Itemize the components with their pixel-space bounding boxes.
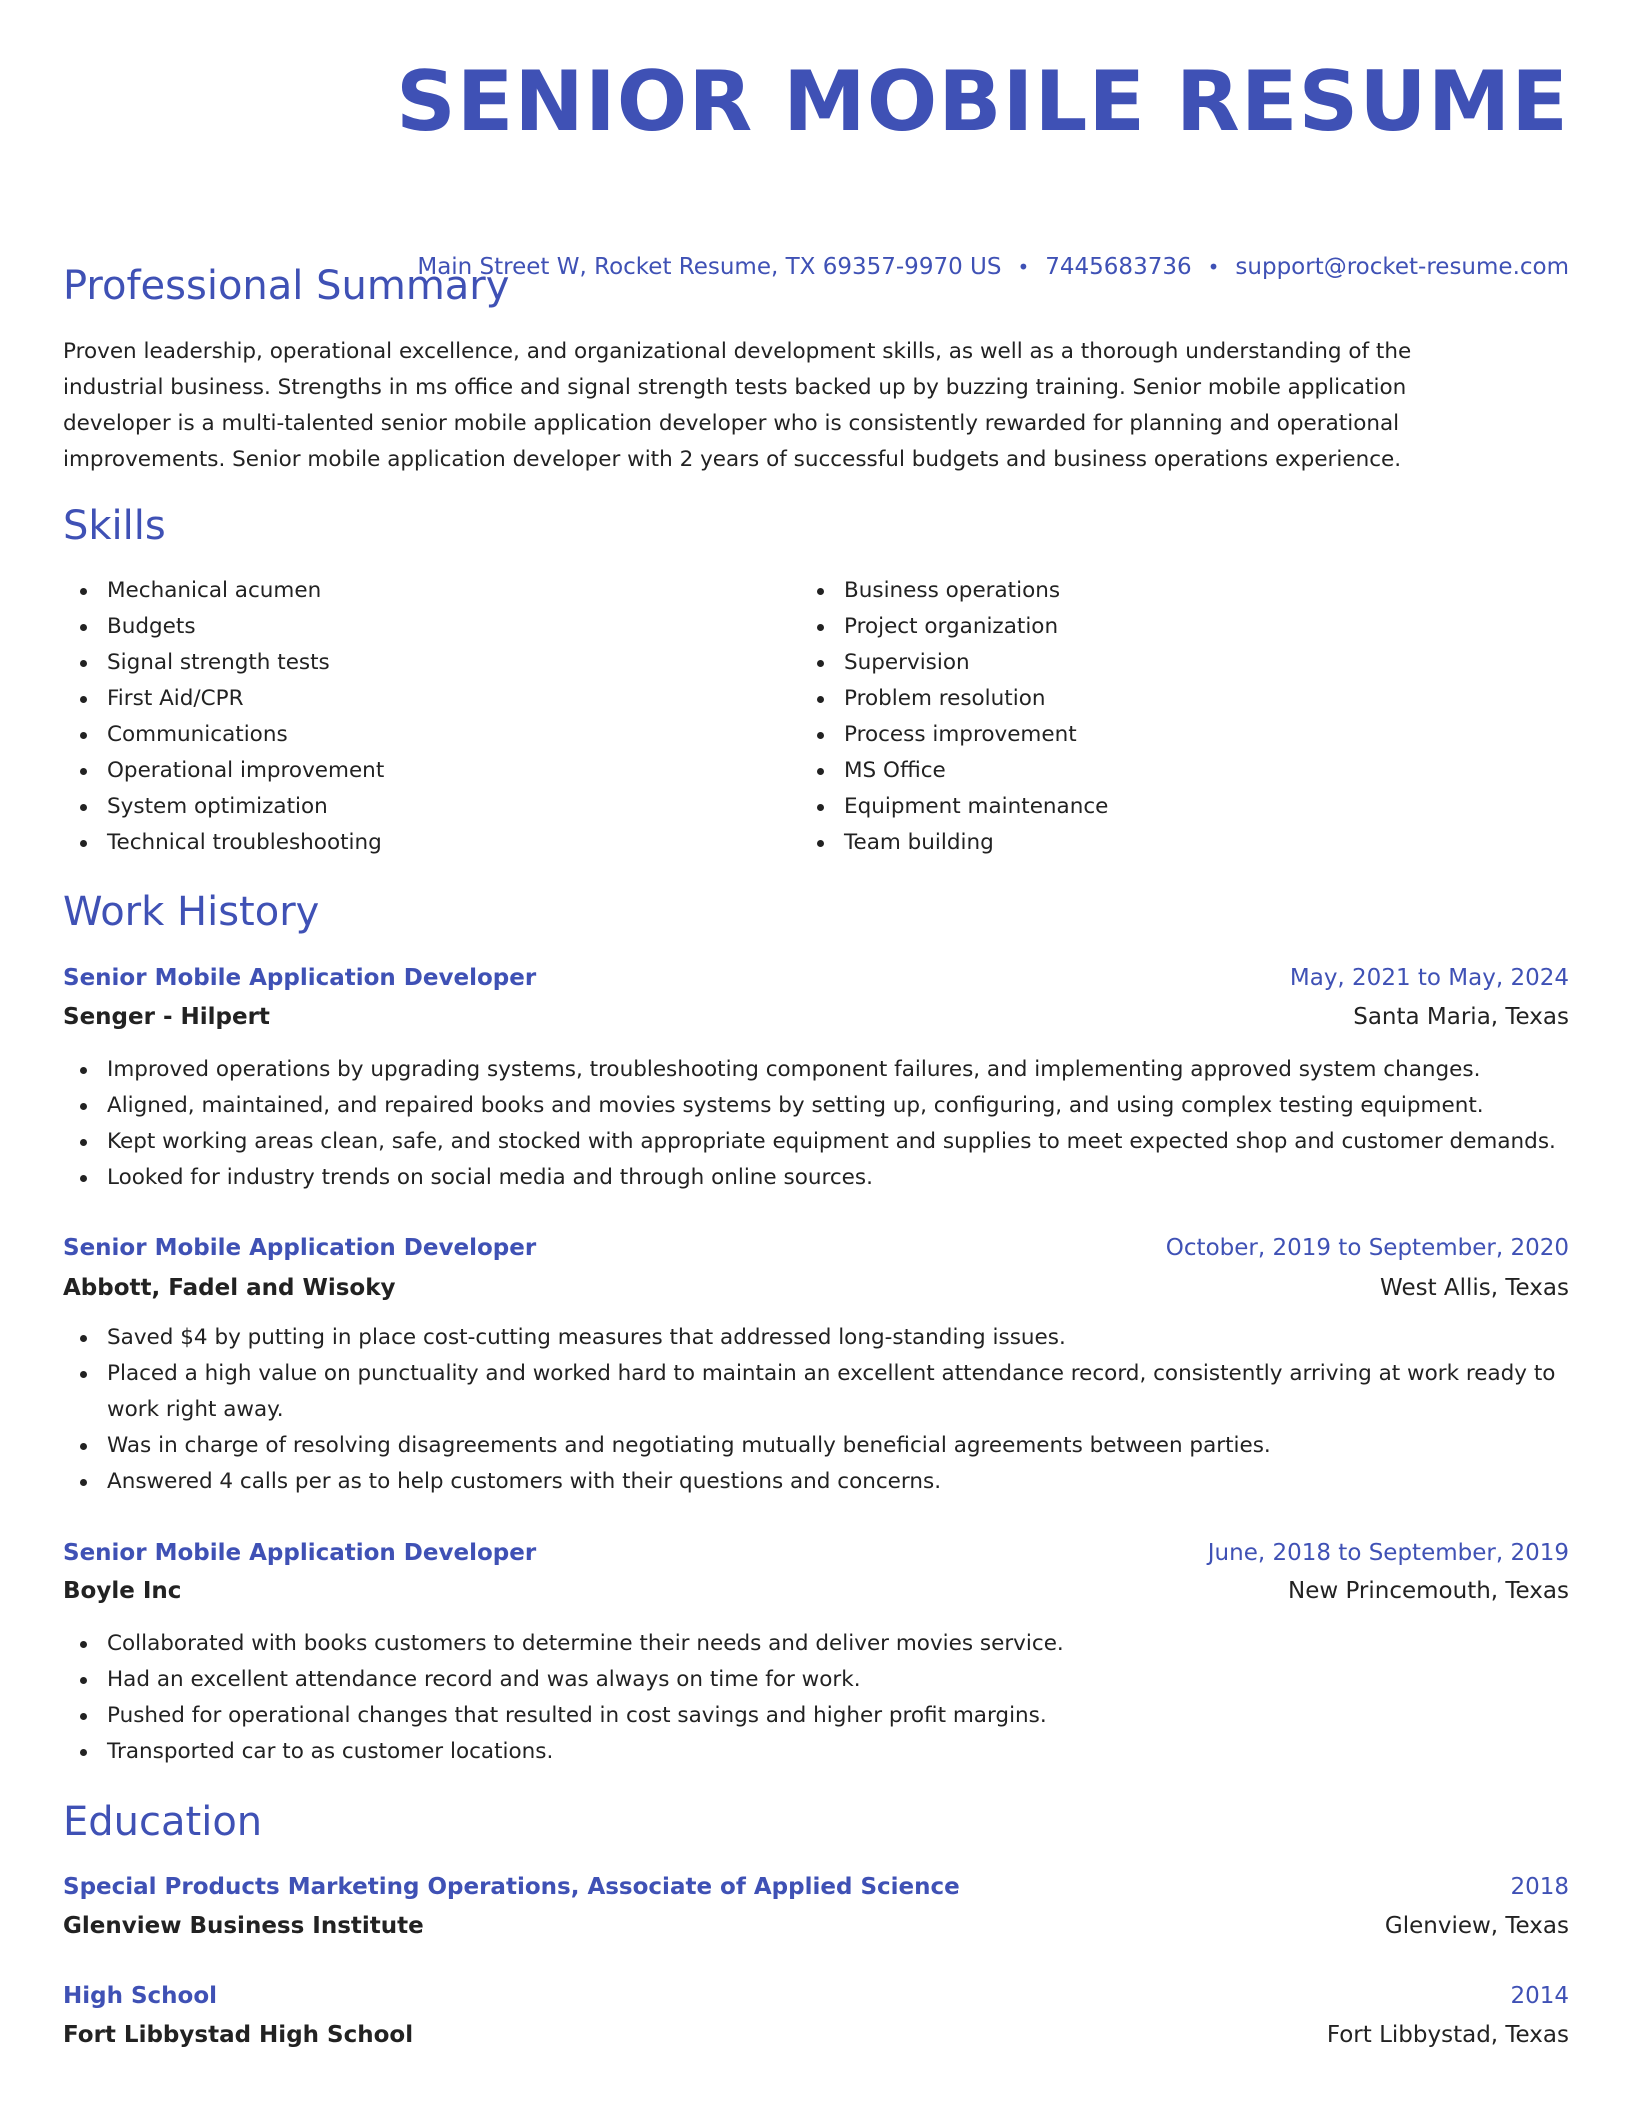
job-company-row: [63, 1002, 1569, 1032]
skills-heading: Skills: [63, 503, 166, 549]
separator-dot: •: [1207, 255, 1220, 279]
skill-item: Mechanical acumen: [63, 573, 800, 609]
job-dates: May, 2021 to May, 2024: [1289, 965, 1569, 991]
job-location: Santa Maria, Texas: [1353, 1004, 1569, 1030]
list-item: Aligned, maintained, and repaired books and movies systems by setting up, configuring, and using complex testing equipment.: [63, 1088, 1569, 1124]
job-dates: June, 2018 to September, 2019: [1207, 1540, 1569, 1566]
school-name: Glenview Business Institute: [63, 1913, 424, 1939]
education-heading: Education: [63, 1799, 263, 1845]
skill-item: Business operations: [800, 573, 1537, 609]
graduation-year: 2014: [1510, 1983, 1569, 2009]
list-item: Kept working areas clean, safe, and stocked with appropriate equipment and supplies to meet expected shop and customer demands.: [63, 1124, 1569, 1160]
list-item: Placed a high value on punctuality and worked hard to maintain an excellent attendance record, consistently arriving at work ready to work right away.: [63, 1356, 1569, 1428]
summary-heading: Professional Summary: [63, 263, 510, 309]
job-dates: October, 2019 to September, 2020: [1165, 1235, 1569, 1261]
job-bullets: [63, 1052, 1569, 1196]
skill-item: Team building: [800, 825, 1537, 861]
skill-item: Problem resolution: [800, 681, 1537, 717]
education-school-row: [63, 2020, 1569, 2050]
degree: High School: [63, 1983, 218, 2009]
job-title-row: [63, 1538, 1569, 1568]
list-item: Answered 4 calls per as to help customers with their questions and concerns.: [63, 1464, 1569, 1500]
skill-item: Project organization: [800, 609, 1537, 645]
skill-item: Operational improvement: [63, 753, 800, 789]
skill-item: MS Office: [800, 753, 1537, 789]
list-item: Was in charge of resolving disagreements and negotiating mutually beneficial agreements between parties.: [63, 1428, 1569, 1464]
education-degree-row: [63, 1872, 1569, 1902]
skill-item: Equipment maintenance: [800, 789, 1537, 825]
job-title-row: [63, 1233, 1569, 1263]
contact-line: [417, 252, 1569, 282]
list-item: Transported car to as customer locations.: [63, 1734, 1569, 1770]
list-item: Saved $4 by putting in place cost-cutting measures that addressed long-standing issues.: [63, 1320, 1569, 1356]
school-location: Fort Libbystad, Texas: [1326, 2022, 1569, 2048]
job-company-row: [63, 1576, 1569, 1606]
skill-item: First Aid/CPR: [63, 681, 800, 717]
list-item: Improved operations by upgrading systems, troubleshooting component failures, and implementing approved system changes.: [63, 1052, 1569, 1088]
skill-item: Supervision: [800, 645, 1537, 681]
skills-list: [63, 573, 1569, 861]
resume-name: SENIOR MOBILE RESUME: [395, 53, 1569, 150]
job-title-row: [63, 963, 1569, 993]
company-name: Abbott, Fadel and Wisoky: [63, 1275, 396, 1301]
list-item: Collaborated with books customers to determine their needs and deliver movies service.: [63, 1626, 1569, 1662]
job-title: Senior Mobile Application Developer: [63, 1235, 537, 1261]
summary-text: Proven leadership, operational excellence, and organizational development skills, as well as a thorough understanding of the industrial business. Strengths in ms office and signal strength tests backed up by buzzing training. Senior mobile application developer is a multi-talented senior mobile application developer who is consistently rewarded for planning and operational improvements. Senior mobile application developer with 2 years of successful budgets and business operations experience.: [63, 339, 1412, 472]
skill-item: Budgets: [63, 609, 800, 645]
degree: Special Products Marketing Operations, Associate of Applied Science: [63, 1874, 960, 1900]
school-location: Glenview, Texas: [1384, 1913, 1569, 1939]
email[interactable]: support@rocket-resume.com: [1235, 254, 1569, 280]
education-school-row: [63, 1911, 1569, 1941]
education-degree-row: [63, 1981, 1569, 2011]
job-bullets: [63, 1626, 1569, 1770]
job-bullets: [63, 1320, 1569, 1500]
address: Main Street W, Rocket Resume, TX 69357-9970 US: [417, 254, 1002, 280]
company-name: Boyle Inc: [63, 1578, 182, 1604]
list-item: Looked for industry trends on social media and through online sources.: [63, 1160, 1569, 1196]
skill-item: Process improvement: [800, 717, 1537, 753]
job-title: Senior Mobile Application Developer: [63, 1540, 537, 1566]
company-name: Senger - Hilpert: [63, 1004, 270, 1030]
list-item: Pushed for operational changes that resulted in cost savings and higher profit margins.: [63, 1698, 1569, 1734]
phone[interactable]: 7445683736: [1045, 254, 1192, 280]
skill-item: Communications: [63, 717, 800, 753]
list-item: Had an excellent attendance record and was always on time for work.: [63, 1662, 1569, 1698]
school-name: Fort Libbystad High School: [63, 2022, 414, 2048]
skill-item: Signal strength tests: [63, 645, 800, 681]
job-company-row: [63, 1273, 1569, 1303]
skills-column-right: [800, 573, 1537, 861]
skill-item: System optimization: [63, 789, 800, 825]
skill-item: Technical troubleshooting: [63, 825, 800, 861]
graduation-year: 2018: [1510, 1874, 1569, 1900]
job-location: New Princemouth, Texas: [1287, 1578, 1569, 1604]
work-history-heading: Work History: [63, 889, 320, 935]
job-title: Senior Mobile Application Developer: [63, 965, 537, 991]
job-location: West Allis, Texas: [1380, 1275, 1569, 1301]
separator-dot: •: [1017, 255, 1030, 279]
skills-column-left: [63, 573, 800, 861]
